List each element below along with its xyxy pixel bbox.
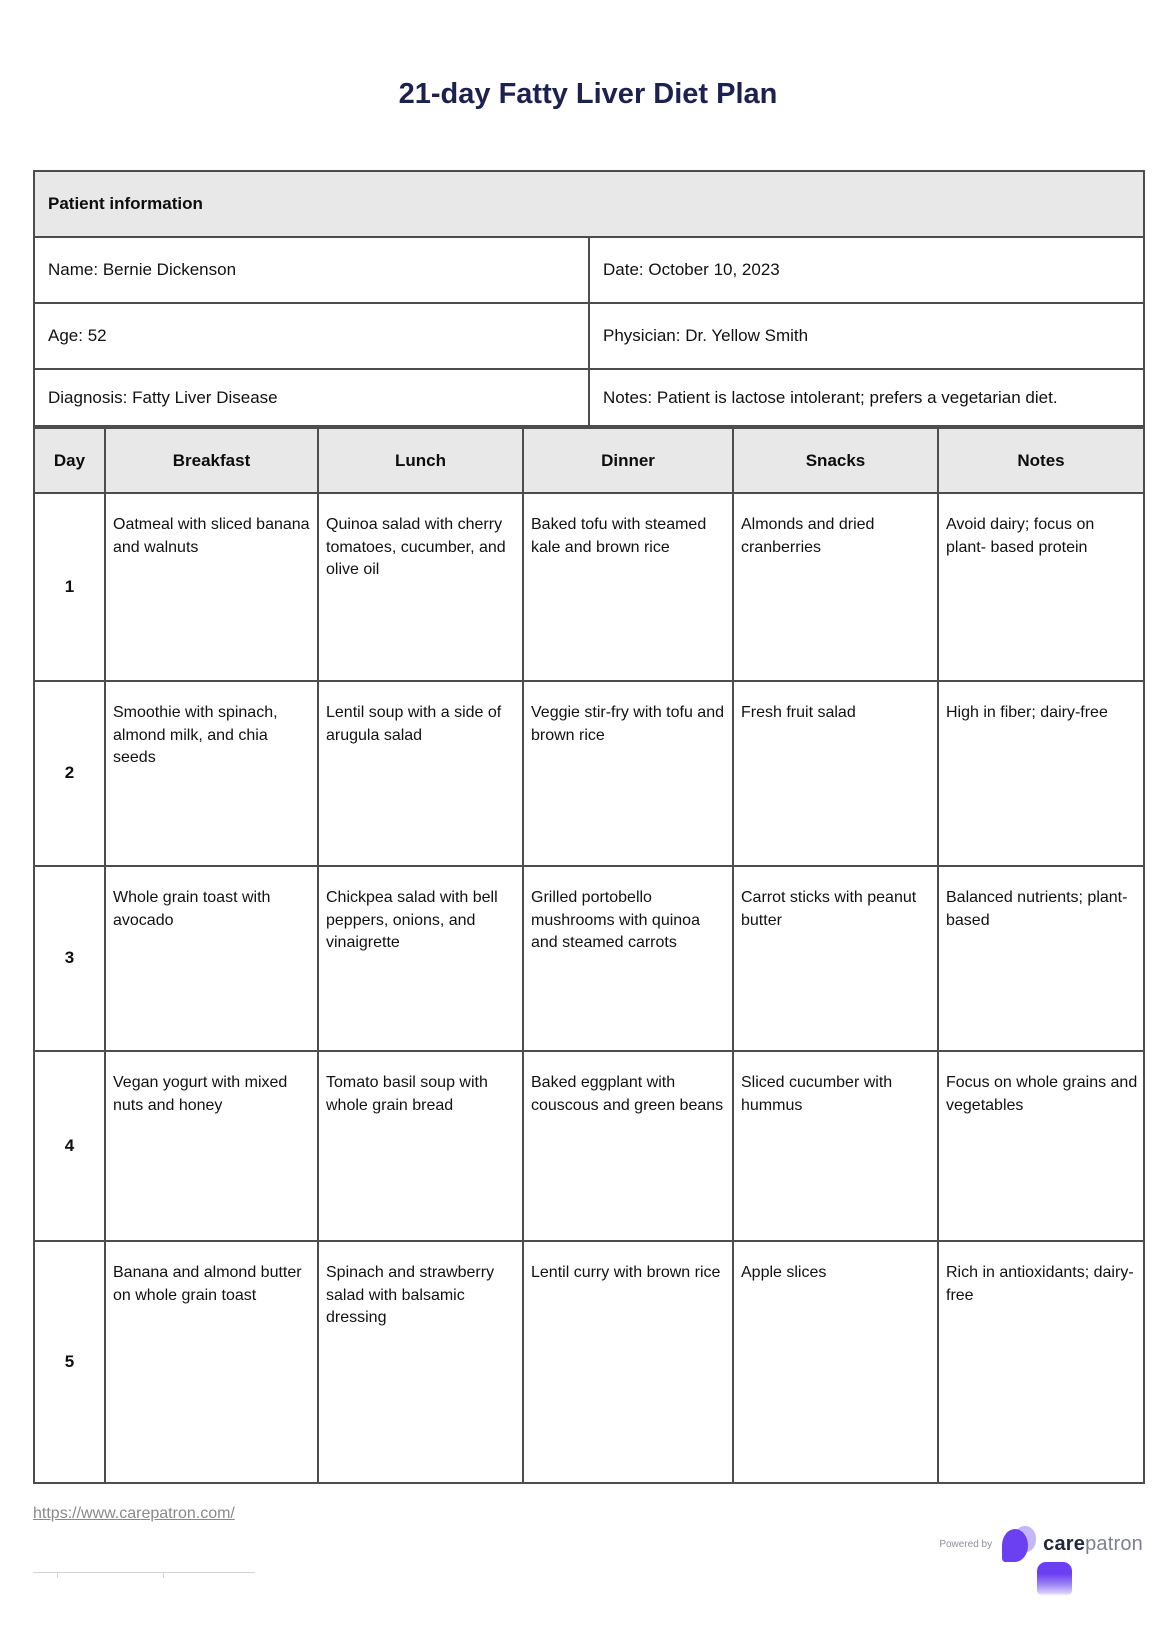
field-value: October 10, 2023: [648, 260, 780, 279]
breakfast-cell: Whole grain toast with avocado: [105, 866, 318, 1051]
snacks-cell: Sliced cucumber with hummus: [733, 1051, 938, 1241]
column-header-dinner: Dinner: [523, 428, 733, 493]
lunch-cell: Tomato basil soup with whole grain bread: [318, 1051, 523, 1241]
field-value: Fatty Liver Disease: [132, 387, 278, 407]
meal-plan-table: [33, 427, 1145, 1484]
document-title: 21-day Fatty Liver Diet Plan: [398, 78, 778, 110]
document-tables: [33, 170, 1143, 1484]
field-label: Diagnosis:: [48, 387, 128, 407]
patient-row-diagnosis-notes: [34, 369, 1144, 426]
lunch-cell: Chickpea salad with bell peppers, onions, and vinaigrette: [318, 866, 523, 1051]
column-header-day: Day: [34, 428, 105, 493]
day-number-cell: 4: [34, 1051, 105, 1241]
brand-patron: patron: [1085, 1532, 1143, 1555]
field-label: Date:: [603, 260, 644, 279]
notes-cell: Rich in antioxidants; dairy-free: [938, 1241, 1144, 1483]
table-row-day-2: [34, 681, 1144, 866]
lunch-cell: Lentil soup with a side of arugula salad: [318, 681, 523, 866]
field-value: Patient is lactose intolerant; prefers a vegetarian diet.: [656, 387, 1058, 407]
field-value: Bernie Dickenson: [102, 260, 237, 279]
patient-date-cell: [589, 237, 1144, 303]
field-label: Notes:: [603, 387, 653, 407]
snacks-cell: Apple slices: [733, 1241, 938, 1483]
breakfast-cell: Vegan yogurt with mixed nuts and honey: [105, 1051, 318, 1241]
field-label: Age:: [48, 326, 83, 345]
day-number-cell: 1: [34, 493, 105, 681]
notes-cell: Avoid dairy; focus on plant- based protein: [938, 493, 1144, 681]
patient-info-table: [33, 170, 1145, 427]
day-number-cell: 3: [34, 866, 105, 1051]
dinner-cell: Veggie stir-fry with tofu and brown rice: [523, 681, 733, 866]
snacks-cell: Fresh fruit salad: [733, 681, 938, 866]
dinner-cell: Baked eggplant with couscous and green beans: [523, 1051, 733, 1241]
column-header-lunch: Lunch: [318, 428, 523, 493]
notes-cell: Focus on whole grains and vegetables: [938, 1051, 1144, 1241]
powered-by-label: Powered by: [939, 1538, 993, 1550]
notes-cell: High in fiber; dairy-free: [938, 681, 1144, 866]
table-row-day-5: [34, 1241, 1144, 1483]
lunch-cell: Quinoa salad with cherry tomatoes, cucumber, and olive oil: [318, 493, 523, 681]
patient-row-age-physician: [34, 303, 1144, 369]
field-value: 52: [87, 326, 107, 345]
field-value: Dr. Yellow Smith: [685, 326, 809, 345]
breakfast-cell: Smoothie with spinach, almond milk, and chia seeds: [105, 681, 318, 866]
patient-age-cell: [34, 303, 589, 369]
breakfast-cell: Oatmeal with sliced banana and walnuts: [105, 493, 318, 681]
patient-notes-cell: [589, 369, 1144, 426]
carepatron-logo-icon: [1002, 1526, 1036, 1562]
field-label: Physician:: [603, 326, 681, 345]
carepatron-link[interactable]: https://www.carepatron.com/: [33, 1505, 235, 1522]
day-number-cell: 5: [34, 1241, 105, 1483]
patient-physician-cell: [589, 303, 1144, 369]
next-page-logo-fragment: [1037, 1562, 1072, 1596]
field-label: Name:: [48, 260, 99, 279]
patient-name-cell: [34, 237, 589, 303]
column-header-breakfast: Breakfast: [105, 428, 318, 493]
next-page-table-fragment: [33, 1572, 255, 1578]
dinner-cell: Grilled portobello mushrooms with quinoa and steamed carrots: [523, 866, 733, 1051]
brand-care: care: [1043, 1532, 1086, 1555]
patient-info-header-row: [34, 171, 1144, 237]
patient-info-section-title: Patient information: [34, 171, 1144, 237]
column-header-snacks: Snacks: [733, 428, 938, 493]
lunch-cell: Spinach and strawberry salad with balsamic dressing: [318, 1241, 523, 1483]
patient-diagnosis-cell: [34, 369, 589, 426]
snacks-cell: Almonds and dried cranberries: [733, 493, 938, 681]
column-header-notes: Notes: [938, 428, 1144, 493]
carepatron-wordmark: [1043, 1533, 1143, 1556]
table-row-day-1: [34, 493, 1144, 681]
table-row-day-3: [34, 866, 1144, 1051]
dinner-cell: Lentil curry with brown rice: [523, 1241, 733, 1483]
day-number-cell: 2: [34, 681, 105, 866]
notes-cell: Balanced nutrients; plant-based: [938, 866, 1144, 1051]
meal-table-header-row: [34, 428, 1144, 493]
snacks-cell: Carrot sticks with peanut butter: [733, 866, 938, 1051]
table-row-day-4: [34, 1051, 1144, 1241]
patient-row-name-date: [34, 237, 1144, 303]
dinner-cell: Baked tofu with steamed kale and brown rice: [523, 493, 733, 681]
carepatron-branding: [939, 1526, 1143, 1562]
breakfast-cell: Banana and almond butter on whole grain toast: [105, 1241, 318, 1483]
logo-blob-dark: [1002, 1529, 1028, 1562]
